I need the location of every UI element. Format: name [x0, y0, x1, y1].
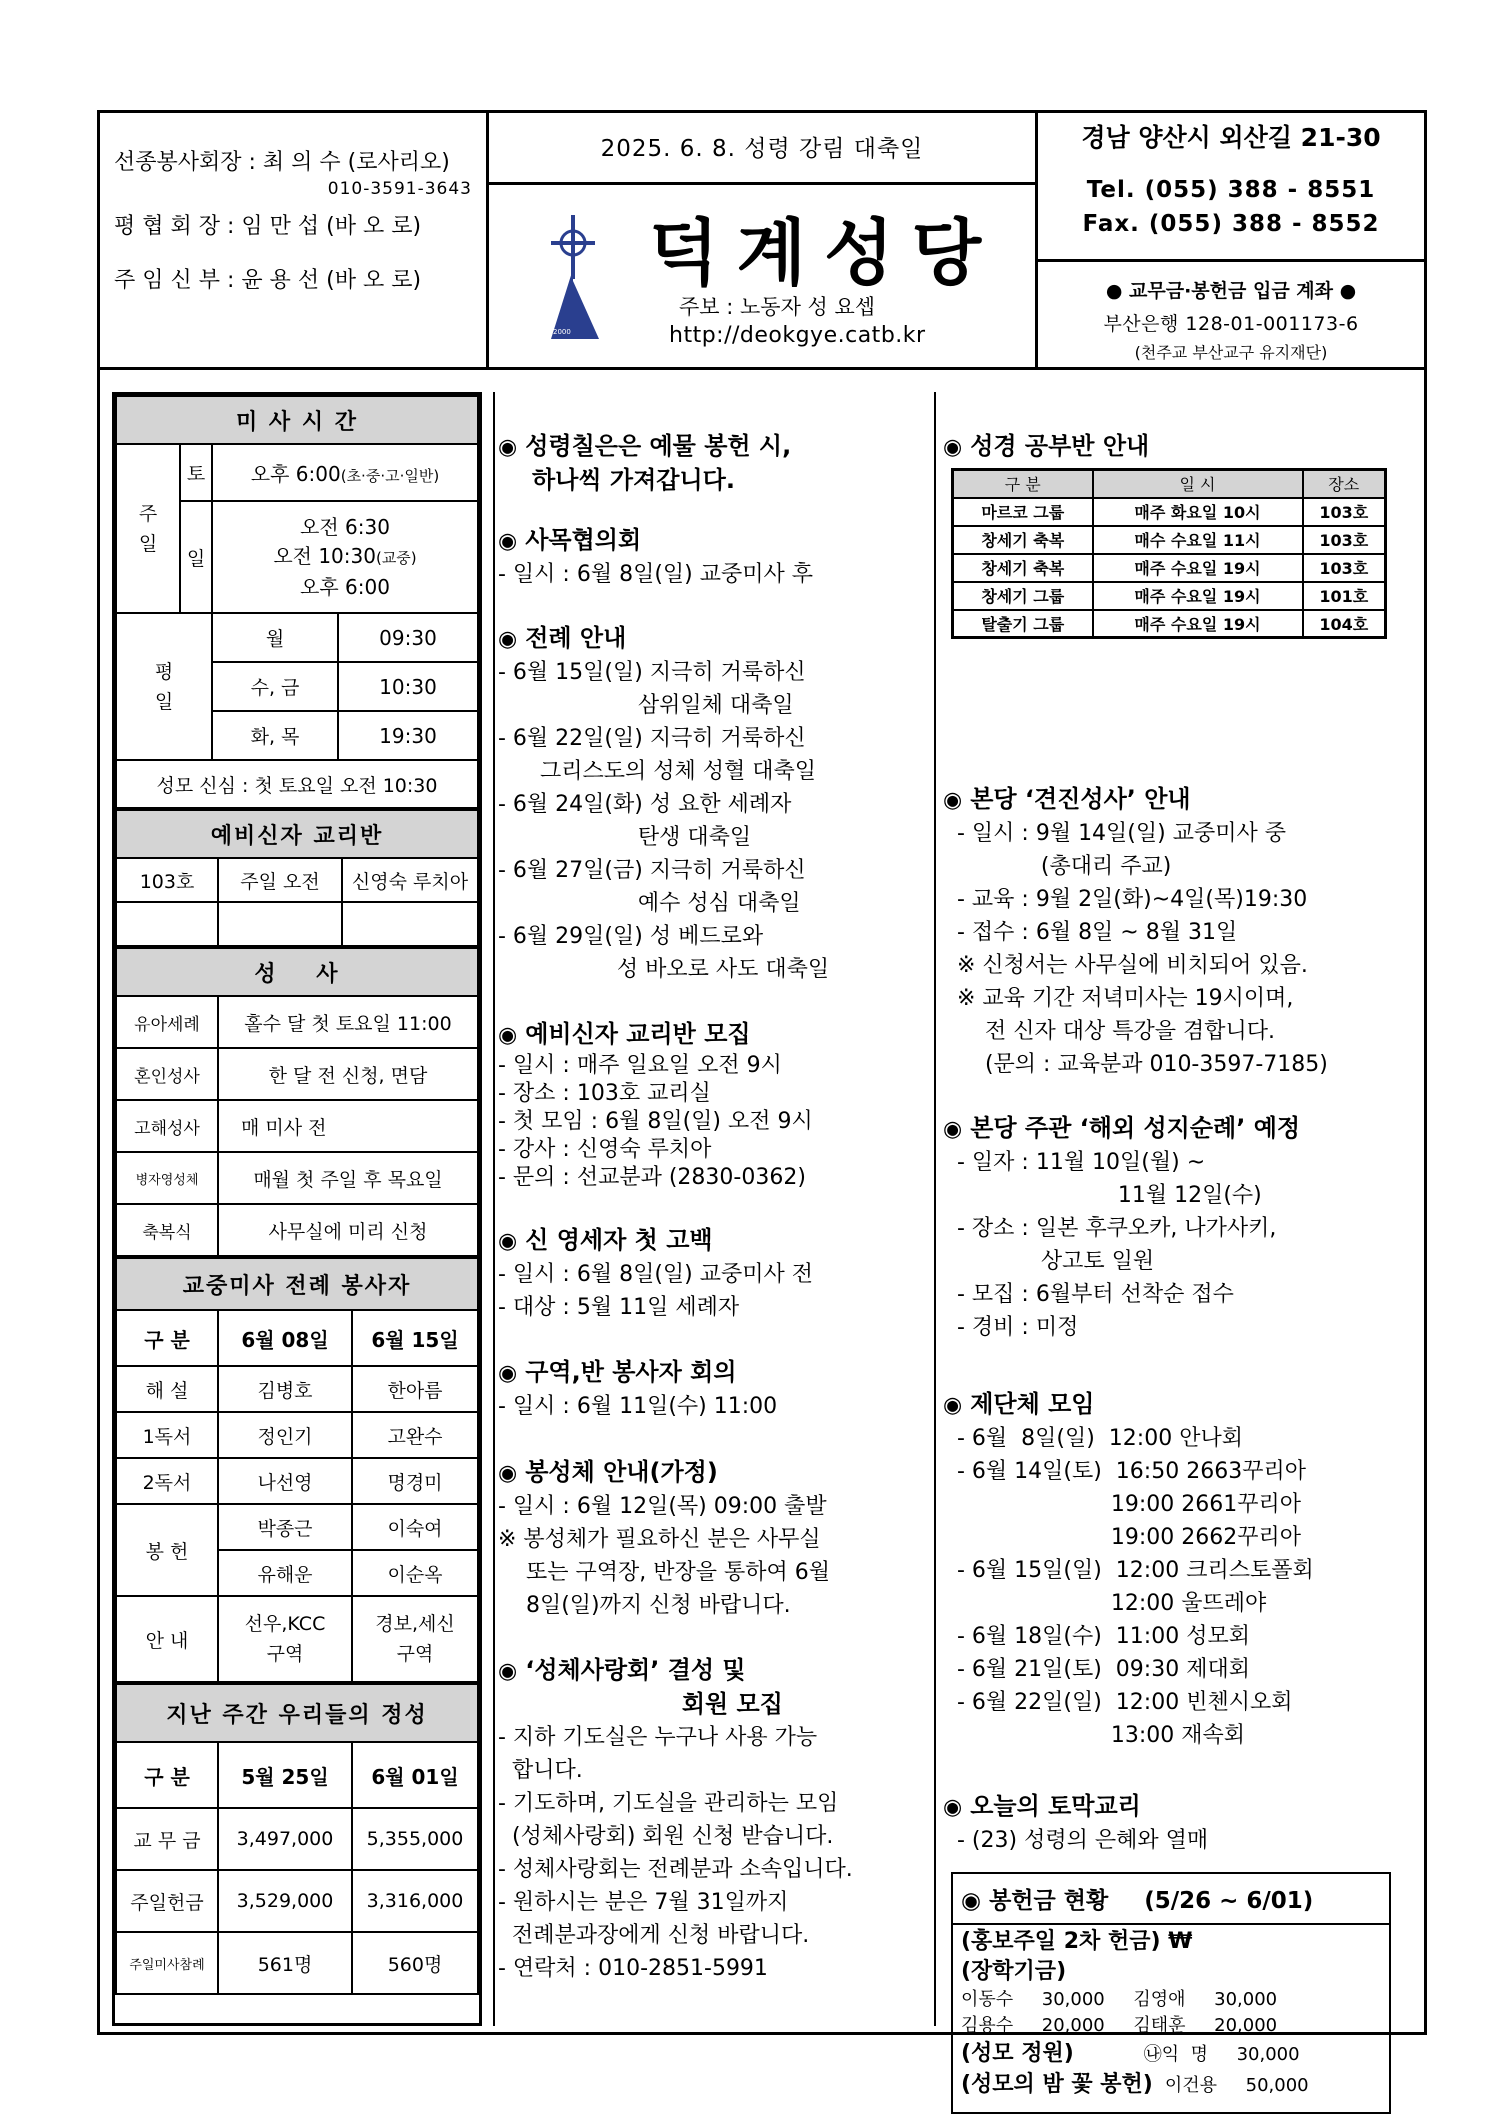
- servers-head: 구 분: [116, 1310, 218, 1366]
- weekend-label: 주 일: [116, 444, 180, 613]
- sacrament-name: 고해성사: [116, 1100, 218, 1152]
- notice-pilgrimage: ◉ 본당 주관 ‘해외 성지순례’ 예정 - 일자 : 11월 10일(월) ~ 11월 12일(수) - 장소 : 일본 후쿠오카, 나가사키, 상고토 일원 - 모집 : 6월부터 선착순 접수 - 경비 : 미정: [943, 1114, 1301, 1340]
- catechumen-title: 예비신자 교리반: [116, 810, 478, 858]
- sacrament-name: 유아세례: [116, 996, 218, 1048]
- bullet-icon: ◉: [943, 1117, 963, 1142]
- bullet-icon: ◉: [943, 435, 963, 460]
- column-divider: [934, 392, 936, 2026]
- servers-head: 6월 15일: [352, 1310, 478, 1366]
- bullet-icon: ◉: [498, 1461, 518, 1486]
- server-role: 안 내: [116, 1596, 218, 1682]
- weekday-day: 화, 목: [212, 711, 338, 760]
- sacrament-name: 축복식: [116, 1204, 218, 1256]
- bullet-icon: ◉: [943, 1795, 963, 1820]
- weekday-label: 평 일: [116, 613, 212, 760]
- server-name: 이순옥: [352, 1550, 478, 1596]
- staff-row: 평 협 회 장 : 임 만 섭 (바 오 로): [114, 214, 422, 239]
- bullet-icon: ◉: [943, 788, 963, 813]
- server-name: 박종근: [218, 1504, 352, 1550]
- server-name: 유해운: [218, 1550, 352, 1596]
- bullet-icon: ◉: [498, 435, 518, 460]
- catechumen-time: 주일 오전: [218, 858, 342, 902]
- notice-home-communion: ◉ 봉성체 안내(가정) - 일시 : 6월 12일(목) 09:00 출발 ※ 봉성체가 필요하신 분은 사무실 또는 구역장, 반장을 통하여 6월 8일(일)까지 신청 바랍니다.: [498, 1458, 830, 1618]
- server-role: 봉 헌: [116, 1504, 218, 1596]
- tel: Tel. (055) 388 - 8551: [1086, 177, 1376, 203]
- finance-value: 560명: [352, 1932, 478, 1994]
- mary-devotion-mass: 성모 신심 : 첫 토요일 오전 10:30: [116, 760, 478, 808]
- finance-value: 5,355,000: [352, 1808, 478, 1870]
- account-box: [1038, 259, 1424, 367]
- server-name: 김병호: [218, 1366, 352, 1412]
- title-box: [489, 113, 1035, 367]
- mass-title: 미 사 시 간: [116, 396, 478, 444]
- server-name: 명경미: [352, 1458, 478, 1504]
- server-name: 이숙여: [352, 1504, 478, 1550]
- fax: Fax. (055) 388 - 8552: [1082, 211, 1380, 237]
- notice-catechism: ◉ 오늘의 토막교리 - (23) 성령의 은혜와 열매: [943, 1792, 1209, 1853]
- catechumen-table: [115, 809, 479, 947]
- mass-times-table: [115, 395, 479, 809]
- offering-row: 김용수 20,000 김태훈 20,000: [961, 2015, 1278, 2036]
- notice-catechumen: ◉ 예비신자 교리반 모집 - 일시 : 매주 일요일 오전 9시 - 장소 : 103호 교리실 - 첫 모임 : 6월 8일(일) 오전 9시 - 강사 : 신영숙 루치아 - 문의 : 선교분과 (2830-0362): [498, 1020, 813, 1190]
- notice-liturgy: ◉ 전례 안내 - 6월 15일(일) 지극히 거룩하신 삼위일체 대축일 - 6월 22일(일) 지극히 거룩하신 그리스도의 성체 성혈 대축일 - 6월 24일(화) 성 요한 세례자 탄생 대축일 - 6월 27일(금) 지극히 거룩하신 예수 성심 대축일 - 6월 29일(일) 성 베드로와 성 바오로 사도 대축일: [498, 624, 830, 982]
- bulletin-header: [100, 113, 1424, 370]
- finance-head: 6월 01일: [352, 1742, 478, 1808]
- bible-study-table: 구 분 일 시 장소 마르코 그룹 매주 화요일 10시 103호 창세기 축복 매수 수요일 11시 103호 창세기 축복 매주 수요일 19시 103호 창세기 그룹 매주 수요일 19시 101호 탈출기 그룹 매주 수요일 19시 104호: [951, 468, 1387, 639]
- finance-title: 지난 주간 우리들의 정성: [116, 1684, 478, 1742]
- offering-divider: [953, 1923, 1389, 1925]
- column-divider: [493, 392, 495, 2026]
- finance-head: 5월 25일: [218, 1742, 352, 1808]
- bullet-icon: ◉: [498, 1023, 518, 1048]
- address: 경남 양산시 외산길 21-30: [1081, 123, 1381, 152]
- weekday-day: 수, 금: [212, 662, 338, 711]
- offering-status-box: [951, 1872, 1391, 2114]
- notice-eucharist-society: ◉ ‘성체사랑회’ 결성 및 회원 모집 - 지하 기도실은 누구나 사용 가능 합니다. - 기도하며, 기도실을 관리하는 모임 (성체사랑회) 회원 신청 받습니다. - 성체사랑회는 전례분과 소속입니다. - 원하시는 분은 7월 31일까지 전례분과장에게 신청 바랍니다. - 연락처 : 010-2851-5991: [498, 1656, 853, 1981]
- offering-title: ◉ 봉헌금 현황: [961, 1888, 1109, 1914]
- schedule-column: [112, 392, 482, 2026]
- account-number: 부산은행 128-01-001173-6: [1103, 313, 1359, 335]
- sacrament-desc: 사무실에 미리 신청: [218, 1204, 478, 1256]
- servers-title: 교중미사 전례 봉사자: [116, 1258, 478, 1310]
- sacraments-table: [115, 947, 479, 1257]
- finance-value: 3,316,000: [352, 1870, 478, 1932]
- sacrament-desc: 매월 첫 주일 후 목요일: [218, 1152, 478, 1204]
- finance-head: 구 분: [116, 1742, 218, 1808]
- notices-column-2: [943, 392, 1403, 2097]
- account-owner: (천주교 부산교구 유지재단): [1134, 343, 1328, 362]
- finance-name: 교 무 금: [116, 1808, 218, 1870]
- offering-scholarship: (장학기금): [961, 1959, 1067, 1984]
- sacraments-title: 성 사: [116, 948, 478, 996]
- bullet-icon: ◉: [498, 1229, 518, 1254]
- church-logo-icon: [537, 209, 609, 349]
- weekday-day: 월: [212, 613, 338, 662]
- offering-promo: (홍보주일 2차 헌금) ₩: [961, 1929, 1193, 1954]
- bullet-icon: ◉: [498, 1361, 518, 1386]
- empty-cell: [116, 902, 218, 946]
- staff-row: 주 임 신 부 : 윤 용 선 (바 오 로): [114, 268, 422, 293]
- sacrament-name: 혼인성사: [116, 1048, 218, 1100]
- offering-flower: (성모의 밤 꽃 봉헌): [961, 2072, 1153, 2097]
- server-role: 2독서: [116, 1458, 218, 1504]
- staff-box: [100, 113, 486, 367]
- server-name: 선우,KCC 구역: [218, 1596, 352, 1682]
- logo-year: 2000: [553, 328, 571, 336]
- notice-confirmation: ◉ 본당 ‘견진성사’ 안내 - 일시 : 9월 14일(일) 교중미사 중 (총대리 주교) - 교육 : 9월 2일(화)~4일(목)19:30 - 접수 : 6월 8일 ~ 8월 31일 ※ 신청서는 사무실에 비치되어 있음. ※ 교육 기간 저녁미사는 19시이며, 전 신자 대상 특강을 겸합니다. (문의 : 교육분과 010-3597-7185): [943, 785, 1328, 1077]
- saturday-mass: 오후 6:00(초·중·고·일반): [212, 444, 478, 501]
- server-name: 경보,세신 구역: [352, 1596, 478, 1682]
- finance-value: 3,529,000: [218, 1870, 352, 1932]
- contact-box: [1038, 113, 1424, 367]
- offering-row: 이동수 30,000 김영애 30,000: [961, 1989, 1278, 2010]
- bulletin-page: [97, 110, 1427, 2097]
- empty-cell: [342, 902, 478, 946]
- weekday-time: 19:30: [338, 711, 478, 760]
- bullet-icon: ◉: [498, 529, 518, 554]
- weekday-time: 09:30: [338, 613, 478, 662]
- finance-value: 561명: [218, 1932, 352, 1994]
- staff-row: 선종봉사회장 : 최 의 수 (로사리오): [114, 150, 450, 175]
- notice-first-confession: ◉ 신 영세자 첫 고백 - 일시 : 6월 8일(일) 교중미사 전 - 대상 : 5월 11일 세례자: [498, 1226, 813, 1320]
- bullet-icon: ◉: [498, 627, 518, 652]
- server-name: 고완수: [352, 1412, 478, 1458]
- bible-study: ◉ 성경 공부반 안내 구 분 일 시 장소 마르코 그룹 매주 화요일 10시 103호 창세기 축복 매수 수요일 11시 103호 창세기 축복 매주 수요일 19시 103호 창세기 그룹 매주 수요일 19시 101호 탈출기 그룹 매주 수요일 19시 104호: [943, 430, 1403, 639]
- notices-column-1: [498, 392, 938, 2026]
- saturday-label: 토: [180, 444, 212, 501]
- staff-phone: 010-3591-3643: [327, 179, 472, 199]
- patron-saint: 주보 : 노동자 성 요셉: [679, 295, 876, 319]
- servers-head: 6월 08일: [218, 1310, 352, 1366]
- finance-name: 주일헌금: [116, 1870, 218, 1932]
- catechumen-room: 103호: [116, 858, 218, 902]
- empty-cell: [218, 902, 342, 946]
- weekday-time: 10:30: [338, 662, 478, 711]
- date-line: 2025. 6. 8. 성령 강림 대축일: [489, 113, 1035, 185]
- sacrament-name: 병자영성체: [116, 1152, 218, 1204]
- sacrament-desc: 한 달 전 신청, 면담: [218, 1048, 478, 1100]
- homepage-link[interactable]: http://deokgye.catb.kr: [669, 323, 926, 348]
- church-name: 덕계성당: [649, 211, 1000, 295]
- finance-table: [115, 1683, 479, 1995]
- sacrament-desc: 홀수 달 첫 토요일 11:00: [218, 996, 478, 1048]
- liturgy-servers-table: [115, 1257, 479, 1683]
- catechumen-teacher: 신영숙 루치아: [342, 858, 478, 902]
- offering-row: 이건용 50,000: [1164, 2075, 1309, 2096]
- sunday-mass: 오전 6:30 오전 10:30(교중) 오후 6:00: [212, 501, 478, 613]
- notice-groups: ◉ 제단체 모임 - 6월 8일(일) 12:00 안나회 - 6월 14일(토) 16:50 2663꾸리아 19:00 2661꾸리아 19:00 2662꾸리아 - 6월 15일(일) 12:00 크리스토폴회 12:00 울뜨레야 - 6월 18일(수) 11:00 성모회 - 6월 21일(토) 09:30 제대회 - 6월 22일(일) 12:00 빈첸시오회 13:00 재속회: [943, 1390, 1314, 1748]
- offering-period: (5/26 ~ 6/01): [1144, 1888, 1314, 1914]
- notice-gifts: ◉ 성령칠은은 예물 봉헌 시, 하나씩 가져갑니다.: [498, 432, 792, 494]
- finance-value: 3,497,000: [218, 1808, 352, 1870]
- sacrament-desc: 매 미사 전: [218, 1100, 478, 1152]
- sunday-label: 일: [180, 501, 212, 613]
- notice-district-meeting: ◉ 구역,반 봉사자 회의 - 일시 : 6월 11일(수) 11:00: [498, 1358, 778, 1419]
- server-name: 나선영: [218, 1458, 352, 1504]
- server-role: 해 설: [116, 1366, 218, 1412]
- offering-row: ㉯익 명 30,000: [1143, 2044, 1300, 2065]
- notice-pastoral-council: ◉ 사목협의회 - 일시 : 6월 8일(일) 교중미사 후: [498, 526, 813, 587]
- account-title: ● 교무금·봉헌금 입금 계좌 ●: [1105, 280, 1357, 302]
- bullet-icon: ◉: [498, 1659, 518, 1684]
- server-name: 한아름: [352, 1366, 478, 1412]
- finance-name: 주일미사참례: [116, 1932, 218, 1994]
- bullet-icon: ◉: [943, 1393, 963, 1418]
- server-name: 정인기: [218, 1412, 352, 1458]
- offering-mary-garden: (성모 정원): [961, 2041, 1074, 2066]
- server-role: 1독서: [116, 1412, 218, 1458]
